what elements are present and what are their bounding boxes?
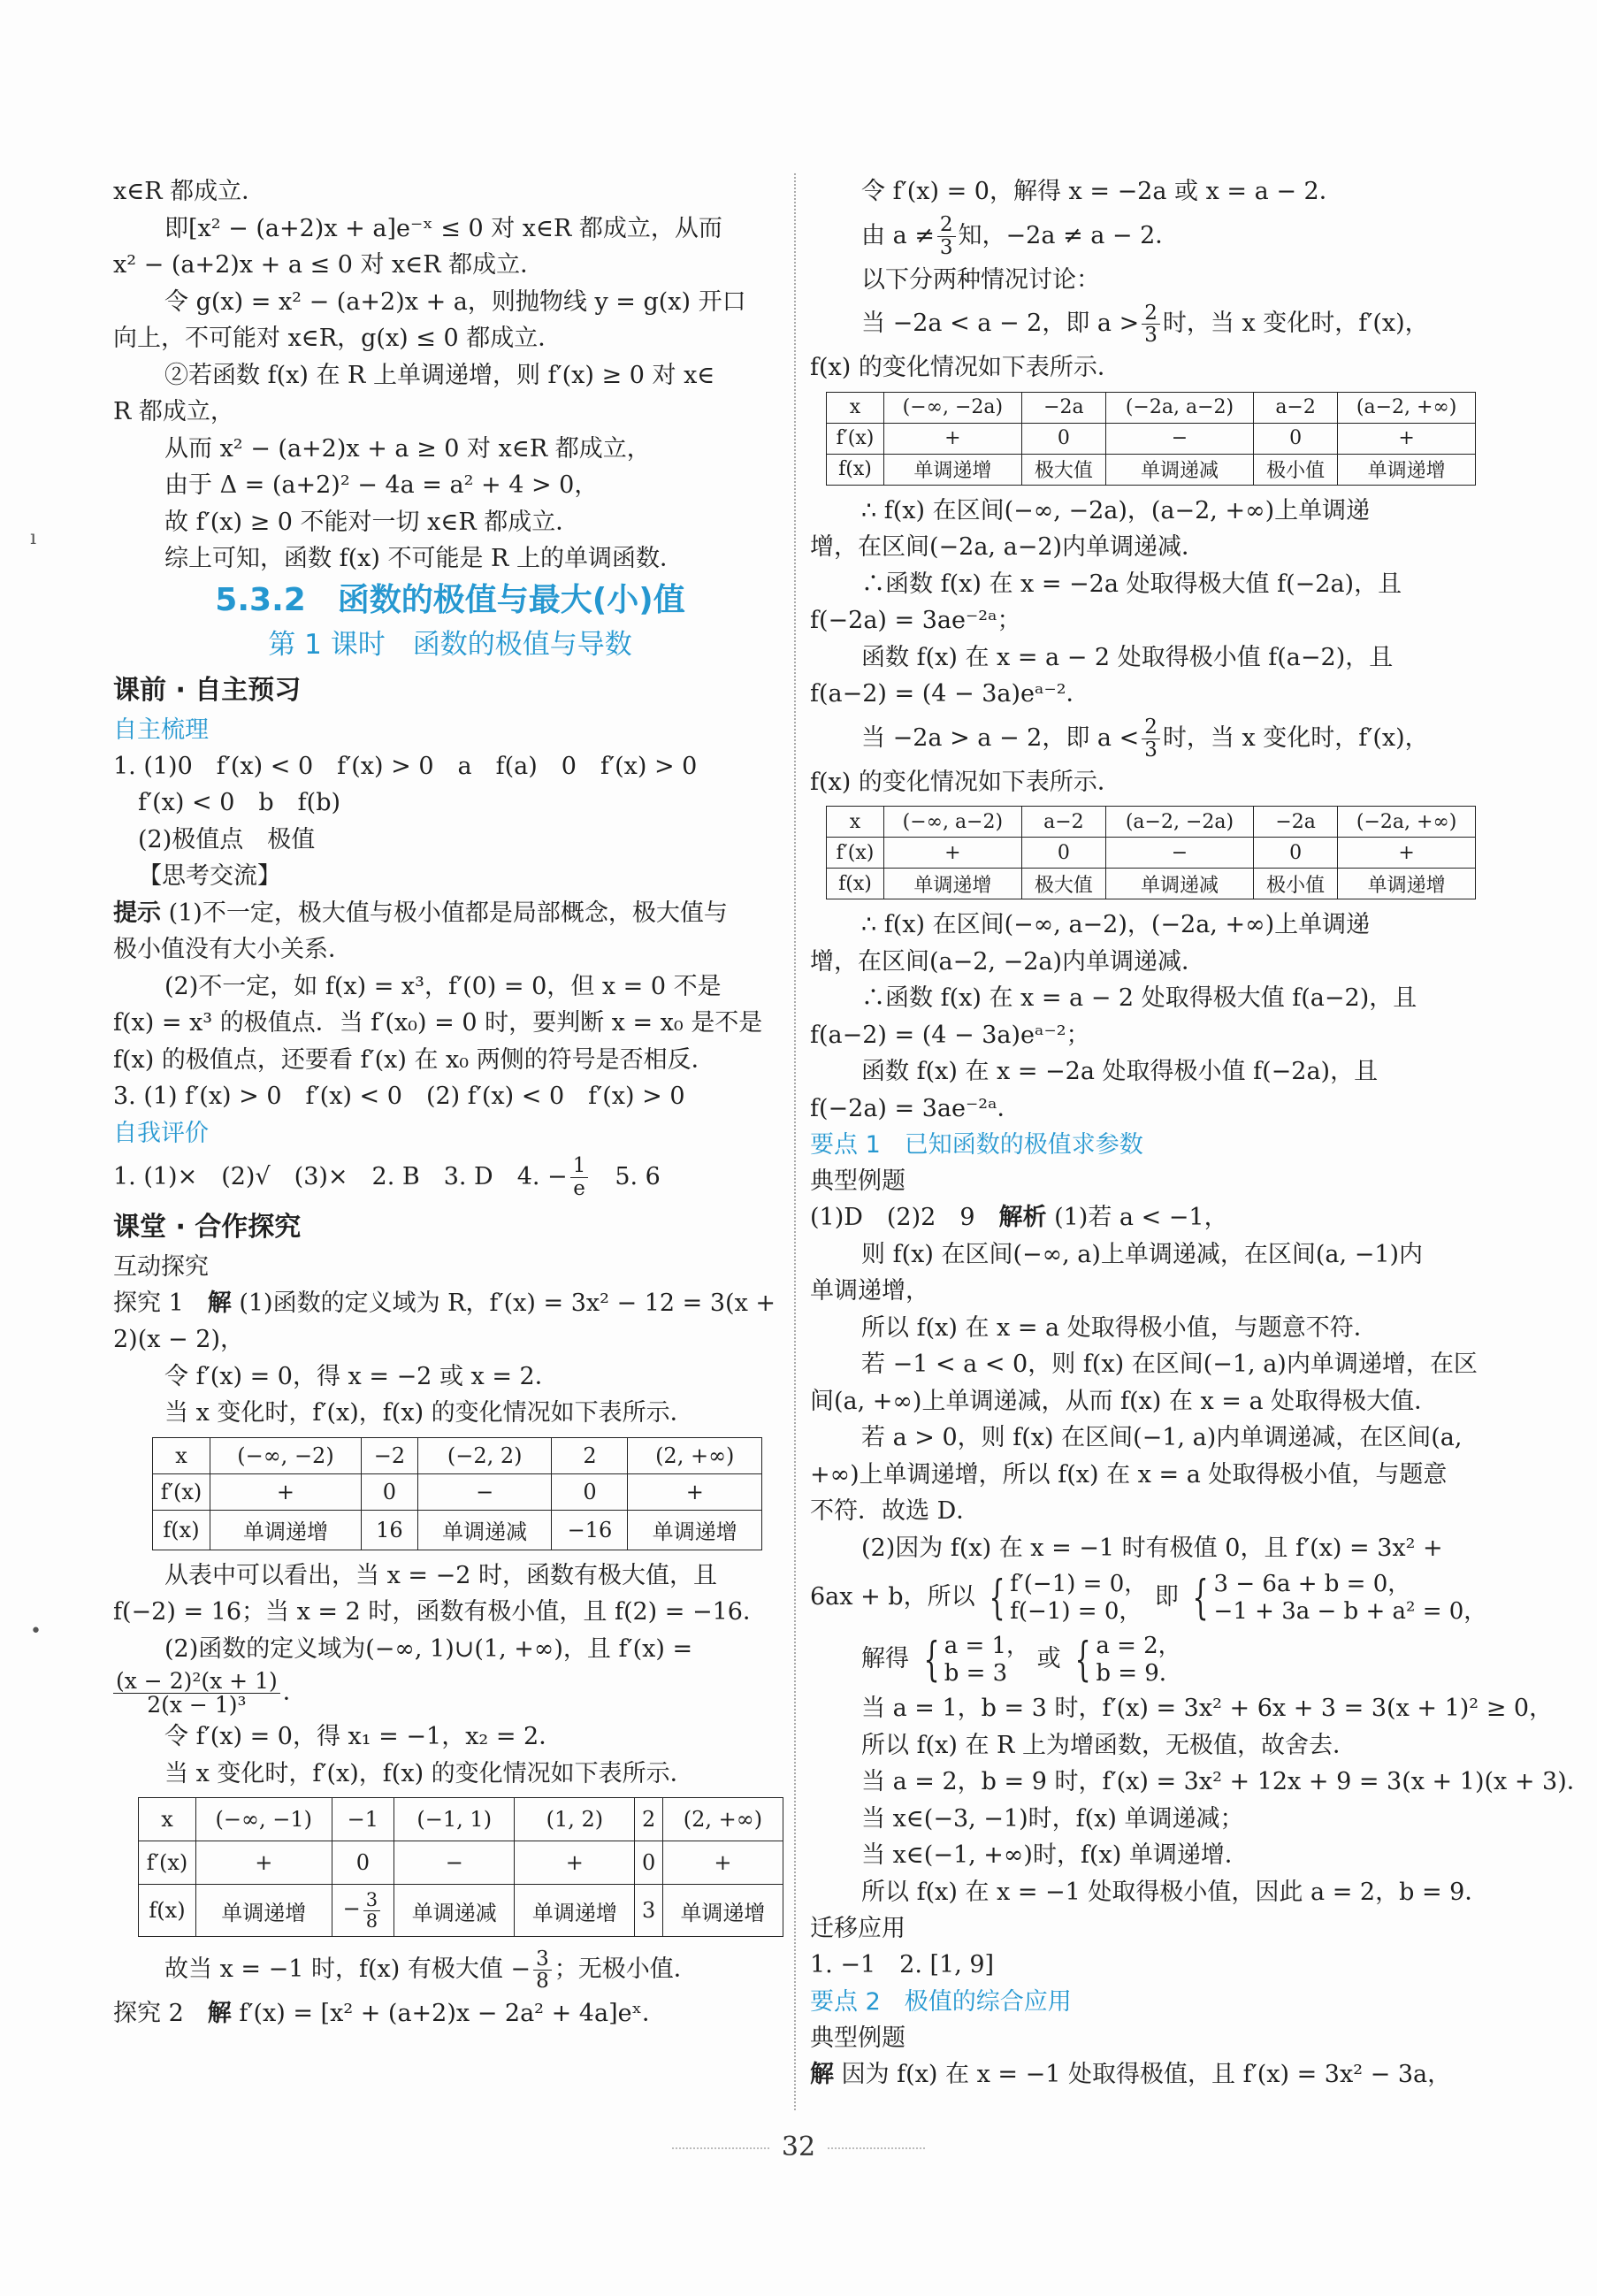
text-line: ∴ f(x) 在区间(−∞, −2a)，(a−2, +∞)上单调递 xyxy=(861,496,1371,524)
table-cell: 单调递减 xyxy=(417,1510,551,1550)
text-line: 以下分两种情况讨论： xyxy=(861,265,1100,294)
table-row xyxy=(827,807,1476,838)
think-exchange-label: 【思考交流】 xyxy=(138,862,281,890)
text-line: 不符．故选 D． xyxy=(810,1497,981,1525)
text-line: 当 −2a < a − 2，即 a > $\frac{2}{3}$ 时，当 x 变化时，f′(x)， xyxy=(861,301,1429,347)
table-cell: + xyxy=(884,838,1022,869)
text-line: 所以 f(x) 在 R 上为增函数，无极值，故舍去． xyxy=(861,1731,1356,1759)
table-cell: (−∞, −1) xyxy=(196,1798,332,1841)
text-line: f(x) 的变化情况如下表所示． xyxy=(810,354,1121,381)
column-divider xyxy=(794,173,796,2110)
text-line: 解得 { a = 1， b = 3 或 { a = 2， b = 9． xyxy=(861,1632,1182,1687)
table-cell: (−∞, a−2) xyxy=(884,807,1022,838)
table-cell: 单调递减 xyxy=(1106,454,1254,485)
table-cell: 单调递增 xyxy=(884,869,1022,899)
text-line: 1. −1 2. [1, 9] xyxy=(810,1951,995,1978)
table-cell: 0 xyxy=(1021,423,1105,454)
table-cell: 单调递增 xyxy=(196,1885,332,1937)
table-cell: 0 xyxy=(1021,838,1105,869)
text-line: ∴函数 f(x) 在 x = a − 2 处取得极大值 f(a−2)，且 xyxy=(861,984,1417,1012)
table-cell: f′(x) xyxy=(153,1473,210,1510)
table-cell: 3 xyxy=(635,1885,662,1937)
text-line: ∴函数 f(x) 在 x = −2a 处取得极大值 f(−2a)，且 xyxy=(861,570,1402,598)
section-heading: 5.3.2 函数的极值与最大(小)值 xyxy=(215,581,685,618)
table-cell: (a−2, +∞) xyxy=(1338,392,1476,423)
solution-label: 解 xyxy=(207,1289,232,1317)
variation-table-3 xyxy=(826,392,1476,486)
right-column xyxy=(810,173,1591,2093)
table-row xyxy=(153,1473,762,1510)
text-line: f(x) = x³ 的极值点．当 f′(x₀) = 0 时，要判断 x = x₀ 是不是 xyxy=(113,1009,763,1037)
table-row xyxy=(139,1798,783,1841)
text-line: 6ax + b，所以 { f′(−1) = 0， f(−1) = 0， 即 { 3 − 6a + b = 0， −1 + 3a − b + a² = 0， xyxy=(810,1570,1487,1625)
table-cell: f′(x) xyxy=(139,1841,196,1885)
fraction: $\frac{2}{3}$ xyxy=(937,214,956,257)
text-line: 探究 1 解 (1)函数的定义域为 R，f′(x) = 3x² − 12 = 3(x + xyxy=(113,1289,776,1317)
table-row xyxy=(827,423,1476,454)
table-cell: 0 xyxy=(332,1841,394,1885)
table-cell: 单调递减 xyxy=(1106,869,1254,899)
text-line: x² − (a+2)x + a ≤ 0 对 x∈R 都成立． xyxy=(113,251,545,279)
table-cell: + xyxy=(1338,423,1476,454)
subheading-review: 自主梳理 xyxy=(113,716,209,744)
table-cell: − xyxy=(1106,838,1254,869)
solution-system: { a = 2， b = 9． xyxy=(1074,1632,1182,1687)
table-cell: 单调递增 xyxy=(662,1885,783,1937)
table-cell: (−∞, −2a) xyxy=(884,392,1022,423)
margin-mark: • xyxy=(30,1620,42,1642)
table-cell: 0 xyxy=(1253,838,1337,869)
page-number: 32 xyxy=(781,2131,816,2162)
table-cell: f(x) xyxy=(827,454,884,485)
table-cell: (−∞, −2) xyxy=(210,1437,362,1473)
text-line: 从表中可以看出，当 x = −2 时，函数有极大值，且 xyxy=(164,1561,717,1589)
text-line: 即[x² − (a+2)x + a]e⁻ˣ ≤ 0 对 x∈R 都成立，从而 xyxy=(164,214,722,242)
table-cell: + xyxy=(196,1841,332,1885)
table-cell: f(x) xyxy=(827,869,884,899)
text-line: 当 −2a > a − 2，即 a < $\frac{2}{3}$ 时，当 x 变化时，f′(x)， xyxy=(861,716,1429,762)
text-line: +∞)上单调递增，所以 f(x) 在 x = a 处取得极小值，与题意 xyxy=(810,1460,1448,1489)
table-cell: + xyxy=(210,1473,362,1510)
text-line: $\frac{\text{(x − 2)²(x + 1)}}{\text{2(x − 1)³}}$ ． xyxy=(113,1667,787,1718)
table-cell: a−2 xyxy=(1253,392,1337,423)
table-row xyxy=(153,1437,762,1473)
text-line: f(x) 的变化情况如下表所示． xyxy=(810,768,1121,796)
text-line: (2)函数的定义域为(−∞, 1)∪(1, +∞)，且 f′(x) = xyxy=(164,1634,693,1663)
subheading-transfer: 迁移应用 xyxy=(810,1915,905,1942)
table-cell: −1 xyxy=(332,1798,394,1841)
text-line: 由于 Δ = (a+2)² − 4a = a² + 4 > 0， xyxy=(164,471,599,499)
table-cell: 0 xyxy=(1253,423,1337,454)
table-cell: (2, +∞) xyxy=(628,1437,762,1473)
text-line: 当 x 变化时，f′(x)，f(x) 的变化情况如下表所示． xyxy=(164,1399,694,1427)
text-line: f(x) 的极值点，还要看 f′(x) 在 x₀ 两侧的符号是否相反． xyxy=(113,1045,715,1074)
table-cell: 单调递减 xyxy=(394,1885,515,1937)
text-line: 3. (1) f′(x) > 0 f′(x) < 0 (2) f′(x) < 0 f′(x) > 0 xyxy=(113,1083,685,1110)
table-cell: (−1, 1) xyxy=(394,1798,515,1841)
table-cell: 2 xyxy=(552,1437,628,1473)
text-line: 所以 f(x) 在 x = −1 处取得极小值，因此 a = 2，b = 9． xyxy=(861,1878,1489,1906)
table-row xyxy=(139,1885,783,1937)
table-row xyxy=(827,454,1476,485)
text-line: 1. (1)0 f′(x) < 0 f′(x) > 0 a f(a) 0 f′(x) > 0 xyxy=(113,752,698,780)
text-line: f(−2a) = 3ae⁻²ᵃ； xyxy=(810,607,1021,634)
text-line: f(a−2) = (4 − 3a)eᵃ⁻²． xyxy=(810,680,1090,708)
table-cell: (1, 2) xyxy=(515,1798,635,1841)
text-line: f′(x) < 0 b f(b) xyxy=(138,789,341,816)
table-cell: a−2 xyxy=(1021,807,1105,838)
text-line: 令 f′(x) = 0，得 x₁ = −1，x₂ = 2． xyxy=(164,1723,563,1750)
table-cell: + xyxy=(1338,838,1476,869)
fraction: $\frac{1}{e}$ xyxy=(570,1155,589,1198)
table-cell: (−2, 2) xyxy=(417,1437,551,1473)
variation-table-2 xyxy=(138,1797,783,1937)
table-row xyxy=(827,869,1476,899)
text-line: 1. (1)× (2)√ (3)× 2. B 3. D 4. − $\frac{1}{e}$ 5. 6 xyxy=(113,1154,661,1200)
text-line: (2)不一定，如 f(x) = x³，f′(0) = 0，但 x = 0 不是 xyxy=(164,972,722,1000)
fraction: $\frac{2}{3}$ xyxy=(1142,302,1160,346)
text-line: 当 x∈(−3, −1)时，f(x) 单调递减； xyxy=(861,1804,1244,1833)
text-line: 当 x 变化时，f′(x)，f(x) 的变化情况如下表所示． xyxy=(164,1759,694,1787)
table-cell: 单调递增 xyxy=(210,1510,362,1550)
fraction: $\frac{3}{8}$ xyxy=(533,1948,552,1992)
table-cell: − $\frac{3}{8}$ xyxy=(332,1885,394,1937)
left-column xyxy=(113,173,787,2032)
text-line: 单调递增， xyxy=(810,1277,929,1305)
text-line: (2)因为 f(x) 在 x = −1 时有极值 0，且 f′(x) = 3x² + xyxy=(861,1534,1443,1562)
table-cell: f(x) xyxy=(153,1510,210,1550)
table-cell: 单调递增 xyxy=(884,454,1022,485)
table-cell: − xyxy=(417,1473,551,1510)
table-cell: −16 xyxy=(552,1510,628,1550)
text-line: 若 −1 < a < 0，则 f(x) 在区间(−1, a)内单调递增，在区 xyxy=(861,1351,1478,1378)
subheading-typical: 典型例题 xyxy=(810,1167,905,1195)
equation-system: { f′(−1) = 0， f(−1) = 0， xyxy=(989,1570,1148,1625)
table-cell: x xyxy=(827,392,884,423)
text-line: 令 f′(x) = 0，解得 x = −2a 或 x = a − 2． xyxy=(861,178,1343,205)
text-line: 增，在区间(a−2, −2a)内单调递减． xyxy=(810,947,1206,976)
table-row xyxy=(153,1510,762,1550)
table-cell: + xyxy=(628,1473,762,1510)
text-line: (2)极值点 极值 xyxy=(138,825,316,853)
text-line: (1)D (2)2 9 解析 (1)若 a < −1， xyxy=(810,1204,1228,1231)
table-cell: −2a xyxy=(1021,392,1105,423)
text-line: 令 g(x) = x² − (a+2)x + a，则抛物线 y = g(x) 开口 xyxy=(164,287,746,316)
table-cell: 0 xyxy=(635,1841,662,1885)
text-line: 函数 f(x) 在 x = −2a 处取得极小值 f(−2a)，且 xyxy=(861,1058,1379,1085)
text-line: 当 a = 2，b = 9 时，f′(x) = 3x² + 12x + 9 = 3(x + 1)(x + 3)． xyxy=(861,1768,1591,1795)
key-point-1-heading: 要点 1 已知函数的极值求参数 xyxy=(810,1131,1143,1159)
table-cell: −2 xyxy=(361,1437,417,1473)
text-line: 向上，不可能对 x∈R，g(x) ≤ 0 都成立． xyxy=(113,325,562,352)
table-cell: f′(x) xyxy=(827,423,884,454)
text-line: 解 因为 f(x) 在 x = −1 处取得极值，且 f′(x) = 3x² − 3a， xyxy=(810,2060,1452,2088)
key-point-2-heading: 要点 2 极值的综合应用 xyxy=(810,1987,1072,2016)
table-cell: x xyxy=(153,1437,210,1473)
solution-label: 解 xyxy=(207,2000,232,2027)
text-line: f(−2a) = 3ae⁻²ᵃ． xyxy=(810,1094,1021,1122)
table-cell: f(x) xyxy=(139,1885,196,1937)
page-footer xyxy=(0,2131,1597,2162)
lesson-heading: 第 1 课时 函数的极值与导数 xyxy=(268,628,632,661)
table-cell: 单调递增 xyxy=(628,1510,762,1550)
table-cell: 单调递增 xyxy=(515,1885,635,1937)
text-line: 2)(x − 2)， xyxy=(113,1326,244,1353)
table-cell: (−2a, a−2) xyxy=(1106,392,1254,423)
text-line: 提示 (1)不一定，极大值与极小值都是局部概念，极大值与 xyxy=(113,899,728,927)
text-line: 故当 x = −1 时，f(x) 有极大值 − $\frac{3}{8}$ ；无极小值． xyxy=(164,1947,698,1993)
table-cell: 极小值 xyxy=(1253,454,1337,485)
text-line: 当 x∈(−1, +∞)时，f(x) 单调递增． xyxy=(861,1841,1249,1869)
equation-system: { 3 − 6a + b = 0， −1 + 3a − b + a² = 0， xyxy=(1192,1570,1487,1625)
table-cell: x xyxy=(139,1798,196,1841)
subheading-selfeval: 自我评价 xyxy=(113,1119,209,1147)
text-line: 间(a, +∞)上单调递减，从而 f(x) 在 x = a 处取得极大值． xyxy=(810,1387,1439,1415)
text-line: 增，在区间(−2a, a−2)内单调递减． xyxy=(810,533,1206,561)
footer-dots xyxy=(672,2147,769,2149)
table-cell: 16 xyxy=(361,1510,417,1550)
table-cell: + xyxy=(515,1841,635,1885)
text-line: 函数 f(x) 在 x = a − 2 处取得极小值 f(a−2)，且 xyxy=(861,643,1394,671)
solution-label: 解 xyxy=(810,2060,834,2088)
table-cell: 单调递增 xyxy=(1338,454,1476,485)
fraction: $\frac{2}{3}$ xyxy=(1142,716,1160,760)
hint-label: 提示 xyxy=(113,899,161,927)
table-cell: + xyxy=(884,423,1022,454)
variation-table-1 xyxy=(152,1437,762,1550)
table-cell: f′(x) xyxy=(827,838,884,869)
margin-mark: ı xyxy=(30,527,37,549)
text-line: f(a−2) = (4 − 3a)eᵃ⁻²； xyxy=(810,1021,1090,1049)
text-line: x∈R 都成立． xyxy=(113,178,266,205)
text-line: 令 f′(x) = 0，得 x = −2 或 x = 2． xyxy=(164,1362,559,1390)
text-line: f(−2) = 16；当 x = 2 时，函数有极小值，且 f(2) = −16． xyxy=(113,1598,767,1626)
text-line: 所以 f(x) 在 x = a 处取得极小值，与题意不符． xyxy=(861,1313,1378,1342)
table-cell: 极大值 xyxy=(1021,869,1105,899)
text-line: 则 f(x) 在区间(−∞, a)上单调递减，在区间(a, −1)内 xyxy=(861,1240,1424,1268)
table-cell: x xyxy=(827,807,884,838)
table-cell: 0 xyxy=(361,1473,417,1510)
text-line: ∴ f(x) 在区间(−∞, a−2)，(−2a, +∞)上单调递 xyxy=(861,911,1371,938)
table-cell: (2, +∞) xyxy=(662,1798,783,1841)
text-line: ②若函数 f(x) 在 R 上单调递增，则 f′(x) ≥ 0 对 x∈ xyxy=(164,361,715,389)
subheading-typical: 典型例题 xyxy=(810,2024,905,2052)
table-cell: −2a xyxy=(1253,807,1337,838)
fraction: $\frac{3}{8}$ xyxy=(363,1890,380,1930)
table-cell: (−2a, +∞) xyxy=(1338,807,1476,838)
part-heading-class: 课堂 · 合作探究 xyxy=(113,1211,302,1243)
subheading-interact: 互动探究 xyxy=(113,1252,209,1281)
table-cell: − xyxy=(1106,423,1254,454)
solution-system: { a = 1， b = 3 xyxy=(923,1632,1030,1687)
text-line: 故 f′(x) ≥ 0 不能对一切 x∈R 都成立． xyxy=(164,508,580,536)
text-line: 探究 2 解 f′(x) = [x² + (a+2)x − 2a² + 4a]eˣ． xyxy=(113,2000,667,2027)
table-cell: 单调递增 xyxy=(1338,869,1476,899)
table-cell: 0 xyxy=(552,1473,628,1510)
text-line: 综上可知，函数 f(x) 不可能是 R 上的单调函数． xyxy=(164,545,684,572)
text-line: 若 a > 0，则 f(x) 在区间(−1, a)内单调递减，在区间(a, xyxy=(861,1424,1463,1451)
part-heading-preview: 课前 · 自主预习 xyxy=(113,674,302,706)
table-cell: (a−2, −2a) xyxy=(1106,807,1254,838)
table-cell: 2 xyxy=(635,1798,662,1841)
text-line: 由 a ≠ $\frac{2}{3}$ 知，−2a ≠ a − 2． xyxy=(861,213,1180,259)
variation-table-4 xyxy=(826,806,1476,899)
table-row xyxy=(827,392,1476,423)
table-row xyxy=(827,838,1476,869)
table-cell: − xyxy=(394,1841,515,1885)
footer-dots xyxy=(828,2147,925,2149)
table-cell: 极大值 xyxy=(1021,454,1105,485)
text-line: 当 a = 1，b = 3 时，f′(x) = 3x² + 6x + 3 = 3(x + 1)² ≥ 0， xyxy=(861,1695,1554,1722)
table-cell: 极小值 xyxy=(1253,869,1337,899)
table-row xyxy=(139,1841,783,1885)
text-line: 极小值没有大小关系． xyxy=(113,936,352,963)
table-cell: + xyxy=(662,1841,783,1885)
analysis-label: 解析 xyxy=(998,1204,1047,1231)
fraction: $\frac{\text{(x − 2)²(x + 1)}}{\text{2(x − 1)³}}$ xyxy=(113,1670,280,1718)
text-line: R 都成立， xyxy=(113,398,234,425)
text-line: 从而 x² − (a+2)x + a ≥ 0 对 x∈R 都成立， xyxy=(164,434,651,463)
